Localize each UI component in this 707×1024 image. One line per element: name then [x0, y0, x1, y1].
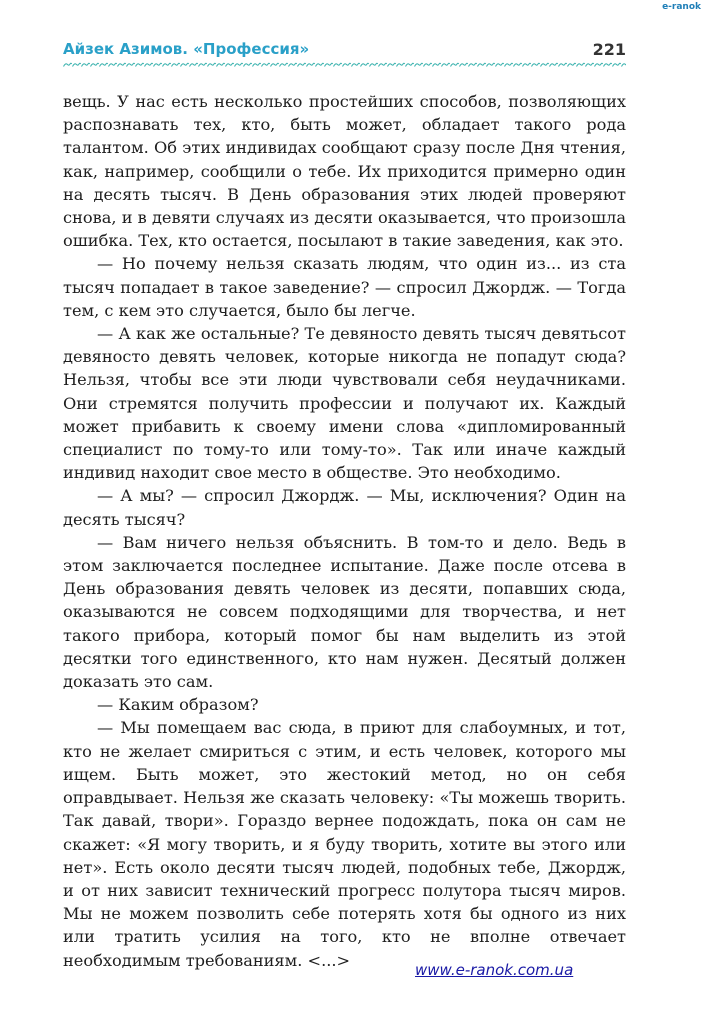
paragraph: — А как же остальные? Те девяносто девять тысяч девятьсот девяносто девять человек, которые никогда не попадут сюда? Нельзя, чтобы все эти люди чувствовали себя неудачниками. Они стремятся получить профессии и получают их. Каждый может прибавить к своему имени слова «дипломированный специалист по тому-то или тому-то». Так или иначе каждый индивид находит свое место в обществе. Это необходимо. [63, 324, 626, 483]
publisher-logo: e-ranok [662, 2, 701, 12]
running-title: Айзек Азимов. «Профессия» [63, 40, 310, 58]
paragraph: вещь. У нас есть несколько простейших способов, позволяющих распознавать тех, кто, быть может, обладает такого рода талантом. Об этих индивидах сообщают сразу после Дня чтения, как, например, сообщили о тебе. Их приходится примерно один на десять тысяч. В День образования этих людей проверяют снова, и в девяти случаях из десяти оказывается, что произошла ошибка. Тех, кто остается, посылают в такие заведения, как это. [63, 92, 626, 251]
paragraph: — Мы помещаем вас сюда, в приют для слабоумных, и тот, кто не желает смириться с этим, и есть человек, которого мы ищем. Быть может, это жестокий метод, но он себя оправдывает. Нельзя же сказать человеку: «Ты можешь творить. Так давай, твори». Гораздо вернее подождать, пока он сам не скажет: «Я могу творить, и я буду творить, хотите вы этого или нет». Есть около десяти тысяч людей, подобных тебе, Джордж, и от них зависит технический прогресс полутора тысяч миров. Мы не можем позволить себе потерять хотя бы одного из них или тратить усилия на того, кто не вполне отвечает необходимым требованиям. <...> [63, 718, 626, 970]
paragraph: — Вам ничего нельзя объяснить. В том-то и дело. Ведь в этом заключается последнее испытание. Даже после отсева в День образования девять человек из десяти, попавших сюда, оказываются не совсем подходящими для творчества, и нет такого прибора, который помог бы нам выделить из этой десятки того единственного, кто нам нужен. Десятый должен доказать это сам. [63, 532, 626, 692]
website-link[interactable]: www.e-ranok.com.ua [415, 961, 574, 979]
page-header [63, 40, 626, 60]
header-ornament [63, 62, 626, 68]
paragraph: — А мы? — спросил Джордж. — Мы, исключения? Один на десять тысяч? [63, 486, 626, 529]
page-number: 221 [592, 40, 626, 59]
body-text [63, 90, 626, 972]
paragraph: — Но почему нельзя сказать людям, что один из... из ста тысяч попадает в такое заведение? — спросил Джордж. — Тогда тем, с кем это случается, было бы легче. [63, 254, 626, 320]
paragraph: — Каким образом? [97, 695, 259, 715]
